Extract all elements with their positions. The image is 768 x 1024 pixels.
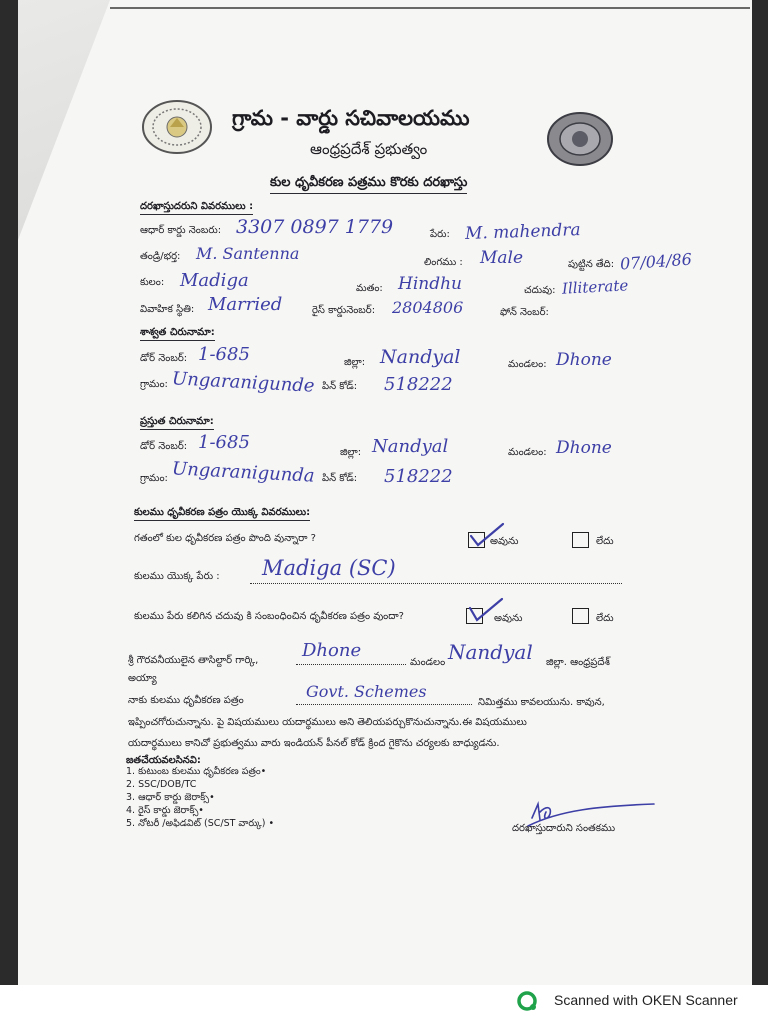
- request-line-4: యదార్థములు కానిచో ప్రభుత్వము వారు ఇండియన్ పీనల్ కోడ్ క్రింద గైకొను చర్యలకు బాధ్యుడను.: [128, 738, 500, 749]
- previous-certificate-question: గతంలో కుల ధృవీకరణ పత్రం పొంది వున్నారా ?: [134, 533, 316, 544]
- request-line-2b: నిమిత్తము కావలయును. కావున,: [478, 697, 605, 708]
- attachment-item: 5. నోటరీ /అఫిడవిట్ (SC/ST వార్కు) •: [126, 818, 275, 829]
- scanner-watermark-text: Scanned with OKEN Scanner: [554, 992, 738, 1008]
- previous-certificate-no-label: లేదు: [596, 536, 614, 547]
- permanent-district-label: జిల్లా:: [344, 357, 366, 368]
- request-district-value: Nandyal: [448, 640, 533, 664]
- signature-label: దరఖాస్తుదారుని సంతకము: [512, 823, 616, 834]
- applicant-section-heading: దరఖాస్తుదరుని వివరములు :: [140, 200, 253, 215]
- request-line-2a: నాకు కులము ధృవీకరణ పత్రం: [128, 695, 244, 706]
- education-certificate-no-checkbox[interactable]: [572, 608, 589, 624]
- permanent-door-value: 1-685: [198, 344, 250, 365]
- mandal-word: మండలం: [410, 657, 446, 668]
- purpose-value: Govt. Schemes: [306, 682, 427, 701]
- permanent-mandal-value: Dhone: [556, 350, 612, 370]
- request-salutation: అయ్యా: [128, 673, 157, 684]
- caste-name-value: Madiga (SC): [262, 556, 396, 580]
- attachment-item: 3. ఆధార్ కార్డు జెరాక్స్•: [126, 792, 215, 803]
- caste-value: Madiga: [180, 270, 249, 291]
- previous-certificate-no-checkbox[interactable]: [572, 532, 589, 548]
- permanent-door-label: డోర్ నెంబర్:: [140, 353, 188, 364]
- father-label: తండ్రి/భర్త:: [140, 251, 181, 262]
- current-door-value: 1-685: [198, 432, 250, 453]
- andhra-pradesh-emblem-icon: [545, 110, 615, 168]
- marital-status-value: Married: [208, 294, 283, 315]
- oken-scanner-logo-icon: [516, 990, 540, 1012]
- header-title: గ్రామ - వార్డు సచివాలయము: [232, 106, 470, 130]
- current-mandal-label: మండలం:: [508, 447, 547, 458]
- caste-label: కులం:: [140, 277, 165, 288]
- form-title: కుల ధృవీకరణ పత్రము కొరకు దరఖాస్తు: [270, 175, 467, 194]
- current-village-value: Ungaranigunda: [171, 458, 316, 487]
- permanent-pin-label: పిన్ కోడ్:: [322, 381, 358, 392]
- ration-card-label: రైస్ కార్డునెంబర్:: [312, 305, 376, 316]
- request-addressee: శ్రీ గౌరవనీయులైన తాసిల్దార్ గార్కి,: [128, 655, 259, 666]
- education-label: చదువు:: [524, 285, 556, 296]
- dob-value: 07/04/86: [619, 249, 693, 274]
- ration-card-value: 2804806: [392, 298, 464, 317]
- current-address-heading: ప్రస్తుత చిరునామా:: [140, 415, 214, 430]
- attachment-item: 2. SSC/DOB/TC: [126, 779, 197, 790]
- attachment-item: 4. రైస్ కార్డు జెరాక్స్•: [126, 805, 204, 816]
- previous-certificate-yes-label: అవును: [490, 536, 519, 547]
- education-value: Illiterate: [561, 276, 629, 298]
- header-subtitle: ఆంధ్రప్రదేశ్ ప్రభుత్వం: [310, 140, 428, 158]
- current-district-value: Nandyal: [372, 436, 449, 457]
- name-value: M. mahendra: [464, 219, 581, 245]
- purpose-dotted-line: [296, 704, 472, 705]
- current-mandal-value: Dhone: [556, 438, 612, 458]
- ward-secretariat-emblem-icon: [140, 98, 214, 156]
- permanent-village-value: Ungaranigunde: [171, 368, 316, 397]
- request-line-3: ఇప్పించగోరుచున్నాను. పై విషయములు యదార్థములు అని తెలియపర్చుకొనుచున్నాను.ఈ విషయములు: [128, 717, 527, 728]
- permanent-address-heading: శాశ్వత చిరునామా:: [140, 326, 215, 341]
- current-village-label: గ్రామం:: [140, 473, 168, 484]
- caste-name-label: కులము యొక్క పేరు :: [134, 571, 220, 582]
- father-value: M. Santenna: [196, 244, 300, 263]
- permanent-pin-value: 518222: [384, 374, 453, 395]
- dob-label: పుట్టిన తేది:: [568, 259, 615, 270]
- page-top-edge: [110, 7, 750, 9]
- permanent-village-label: గ్రామం:: [140, 379, 168, 390]
- aadhaar-value: 3307 0897 1779: [236, 216, 394, 238]
- permanent-district-value: Nandyal: [380, 346, 461, 368]
- current-door-label: డోర్ నెంబర్:: [140, 441, 188, 452]
- gender-label: లింగము :: [424, 257, 463, 268]
- education-certificate-yes-label: అవును: [494, 613, 523, 624]
- religion-label: మతం:: [356, 283, 383, 294]
- certificate-section-heading: కులము ధృవీకరణ పత్రం యొక్క వివరములు:: [134, 506, 310, 521]
- current-pin-value: 518222: [384, 466, 453, 487]
- permanent-mandal-label: మండలం:: [508, 359, 547, 370]
- caste-name-dotted-line: [250, 583, 622, 584]
- education-certificate-no-label: లేదు: [596, 613, 614, 624]
- name-label: పేరు:: [430, 229, 450, 240]
- tahsil-dotted-line: [296, 664, 406, 665]
- current-pin-label: పిన్ కోడ్:: [322, 473, 358, 484]
- attachments-title: జతచేయవలసినవి:: [126, 755, 201, 766]
- gender-value: Male: [480, 248, 524, 268]
- aadhaar-label: ఆధార్ కార్డు నెంబరు:: [140, 225, 222, 236]
- request-district-state: జిల్లా. ఆంధ్రప్రదేశ్: [546, 657, 610, 668]
- religion-value: Hindhu: [398, 274, 462, 294]
- current-district-label: జిల్లా:: [340, 447, 362, 458]
- education-certificate-question: కులము పేరు కలిగిన చదువు కి సంబంధించిన ధృవీకరణ పత్రం వుందా?: [134, 611, 404, 622]
- attachment-item: 1. కుటుంబ కులము ధృవీకరణ పత్రం•: [126, 766, 267, 777]
- tahsil-value: Dhone: [302, 640, 362, 661]
- phone-label: ఫోన్ నెంబర్:: [500, 307, 549, 318]
- marital-status-label: వివాహిక స్థితి:: [140, 304, 195, 315]
